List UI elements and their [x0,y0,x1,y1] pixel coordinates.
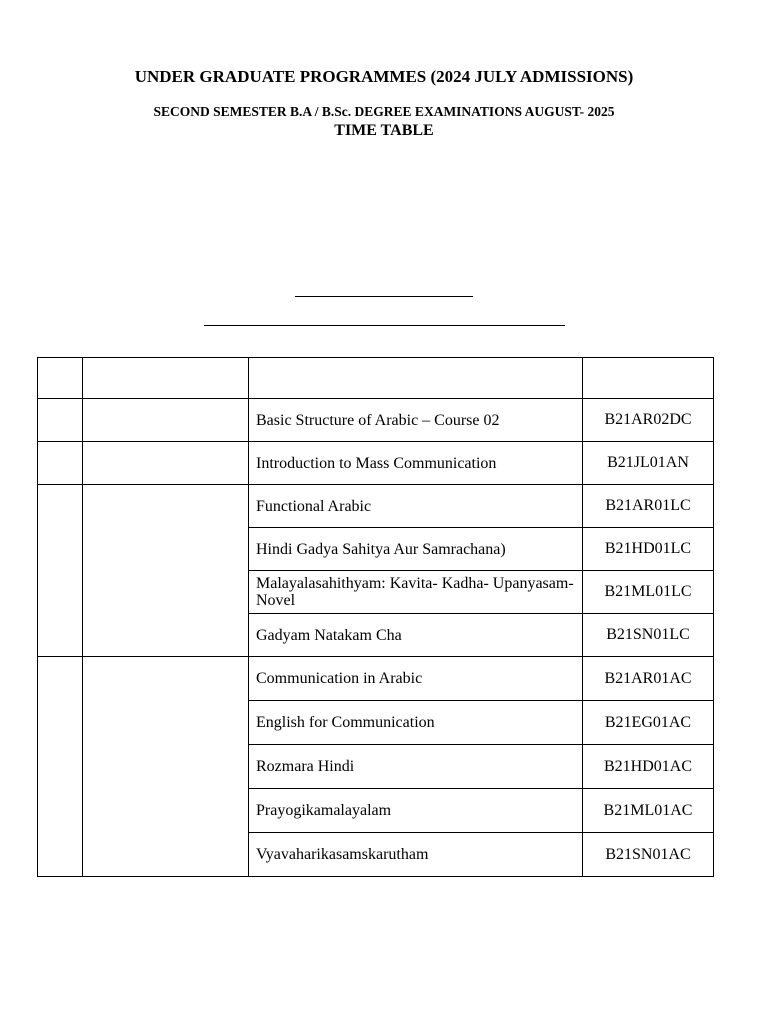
date-cell [83,442,249,485]
table-row [38,442,714,485]
course-code-cell: B21ML01AC [583,789,714,833]
serial-cell [38,399,83,442]
header-cell [583,358,714,399]
course-name-cell: Introduction to Mass Communication [249,442,583,485]
serial-cell [38,657,83,877]
course-name-cell: Hindi Gadya Sahitya Aur Samrachana) [249,528,583,571]
blank-underline-long [204,325,565,326]
course-name-cell: Gadyam Natakam Cha [249,614,583,657]
course-name-cell: English for Communication [249,701,583,745]
course-code-cell: B21AR01AC [583,657,714,701]
table-row [38,485,714,528]
blank-underline-short [295,296,473,297]
header-cell [249,358,583,399]
table-row [38,657,714,701]
course-name-cell: Vyavaharikasamskarutham [249,833,583,877]
document-subtitle: SECOND SEMESTER B.A / B.Sc. DEGREE EXAMINATIONS AUGUST- 2025 [153,104,615,119]
timetable-label: TIME TABLE [334,122,434,139]
course-code-cell: B21AR02DC [583,399,714,442]
course-name-cell: Functional Arabic [249,485,583,528]
course-code-cell: B21HD01AC [583,745,714,789]
date-cell [83,399,249,442]
course-code-cell: B21JL01AN [583,442,714,485]
course-code-cell: B21SN01AC [583,833,714,877]
header-cell [38,358,83,399]
course-name-cell: Rozmara Hindi [249,745,583,789]
table-header-row [38,358,714,399]
serial-cell [38,485,83,657]
course-code-cell: B21AR01LC [583,485,714,528]
date-cell [83,485,249,657]
document-title: UNDER GRADUATE PROGRAMMES (2024 JULY ADMISSIONS) [134,67,634,86]
course-name-cell: Malayalasahithyam: Kavita- Kadha- Upanyasam-Novel [249,571,583,614]
serial-cell [38,442,83,485]
table-row [38,399,714,442]
course-code-cell: B21SN01LC [583,614,714,657]
header-cell [83,358,249,399]
date-cell [83,657,249,877]
course-name-cell: Prayogikamalayalam [249,789,583,833]
course-name-cell: Communication in Arabic [249,657,583,701]
course-name-cell: Basic Structure of Arabic – Course 02 [249,399,583,442]
timetable-table [37,357,714,877]
course-code-cell: B21HD01LC [583,528,714,571]
course-code-cell: B21ML01LC [583,571,714,614]
course-code-cell: B21EG01AC [583,701,714,745]
